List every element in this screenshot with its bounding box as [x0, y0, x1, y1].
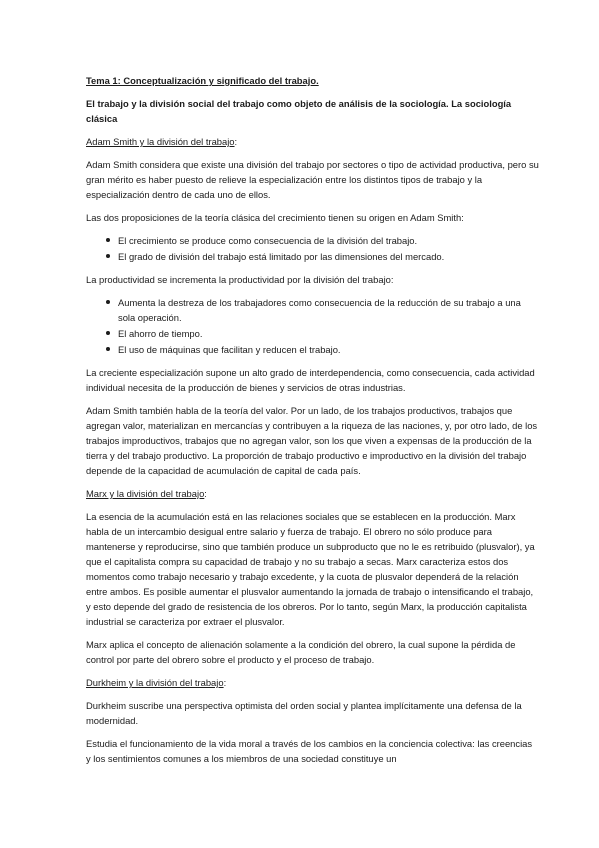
document-title: Tema 1: Conceptualización y significado del trabajo. [86, 75, 319, 86]
smith-paragraph-4: La creciente especialización supone un alto grado de interdependencia, como consecuencia, cada actividad individual necesita de la producción de bienes y servicios de otras industrias. [86, 367, 535, 393]
marx-paragraph-1: La esencia de la acumulación está en las relaciones sociales que se establecen en la producción. Marx habla de un intercambio desigual entre salario y fuerza de trabajo. El obrero no sólo produce para mantenerse y reproducirse, sino que también produce un subproducto que no le es retribuido (plusvalor), ya que el capitalista compra su capacidad de trabajo y no su trabajo a secas. Marx caracteriza estos dos momentos como trabajo necesario y trabajo excedente, y la cuota de plusvalor dependerá de la relación entre ambos. Es posible aumentar el plusvalor aumentando la jornada de trabajo o intensificando el trabajo, y esto depende del grado de resistencia de los obreros. Por lo tanto, según Marx, la producción capitalista industrial se caracteriza por extraer el plusvalor. [86, 511, 535, 627]
section-heading-marx-text: Marx y la división del trabajo [86, 488, 205, 499]
section-heading-smith-text: Adam Smith y la división del trabajo [86, 136, 235, 147]
smith-list-2 [86, 295, 539, 357]
smith-paragraph-3: La productividad se incrementa la productividad por la división del trabajo: [86, 274, 394, 285]
durkheim-paragraph-2: Estudia el funcionamiento de la vida moral a través de los cambios en la conciencia colectiva: las creencias y los sentimientos comunes a los miembros de una sociedad constituye un [86, 738, 533, 764]
smith-paragraph-2: Las dos proposiciones de la teoría clásica del crecimiento tienen su origen en Adam Smith: [86, 212, 464, 223]
list-item: Aumenta la destreza de los trabajadores como consecuencia de la reducción de su trabajo a una sola operación. [118, 295, 539, 325]
section-heading-marx-colon: : [204, 488, 207, 499]
list-item: El grado de división del trabajo está limitado por las dimensiones del mercado. [118, 249, 539, 264]
section-heading-marx [86, 486, 539, 501]
smith-list-1 [86, 233, 539, 264]
section-heading-durkheim-text: Durkheim y la división del trabajo [86, 677, 224, 688]
smith-paragraph-5: Adam Smith también habla de la teoría del valor. Por un lado, de los trabajos productivos, trabajos que agregan valor, materializan en mercancías y contribuyen a la riqueza de las naciones, y, por otro lado, de los trabajos improductivos, trabajos que no agregan valor, son los que viven a expensas de la producción de la tierra y del trabajo productivo. La proporción de trabajo productivo e improductivo en la división del trabajo depende de la capacidad de acumulación de capital de cada país. [86, 405, 538, 476]
marx-paragraph-2: Marx aplica el concepto de alienación solamente a la condición del obrero, la cual supone la pérdida de control por parte del obrero sobre el producto y el proceso de trabajo. [86, 639, 516, 665]
section-heading-durkheim [86, 675, 539, 690]
list-item: El ahorro de tiempo. [118, 326, 539, 341]
list-item: El crecimiento se produce como consecuencia de la división del trabajo. [118, 233, 539, 248]
durkheim-paragraph-1: Durkheim suscribe una perspectiva optimista del orden social y plantea implícitamente una defensa de la modernidad. [86, 700, 522, 726]
document-subtitle: El trabajo y la división social del trabajo como objeto de análisis de la sociología. La sociología clásica [86, 98, 512, 124]
smith-paragraph-1: Adam Smith considera que existe una división del trabajo por sectores o tipo de actividad productiva, pero su gran mérito es haber puesto de relieve la especialización entre los distintos tipos de trabajo y la especialización dentro de cada uno de ellos. [86, 159, 539, 200]
section-heading-durkheim-colon: : [223, 677, 227, 688]
section-heading-smith [86, 134, 539, 149]
list-item: El uso de máquinas que facilitan y reducen el trabajo. [118, 342, 539, 357]
section-heading-smith-colon: : [234, 136, 238, 147]
